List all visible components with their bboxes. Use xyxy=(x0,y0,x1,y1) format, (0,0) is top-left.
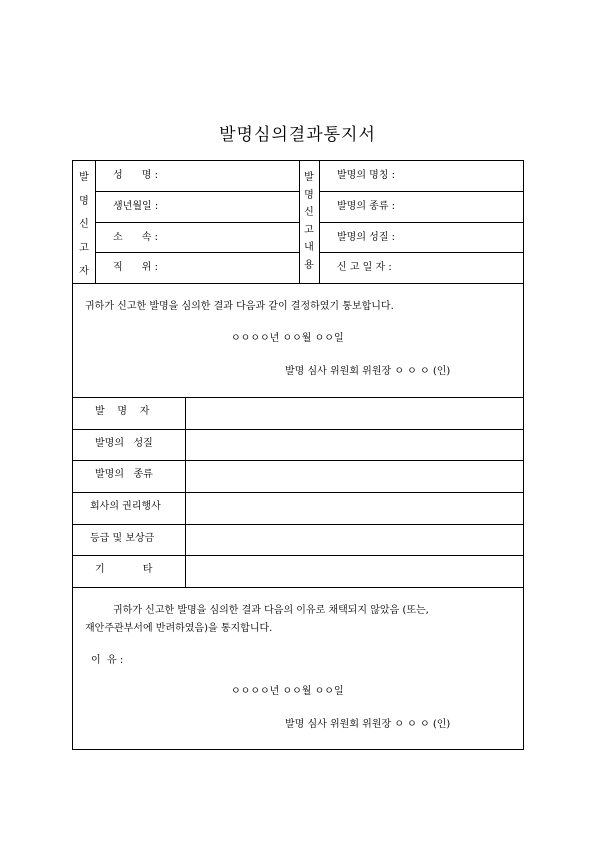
birthdate-field-label: 생년월일 : xyxy=(113,201,159,212)
divider xyxy=(73,460,523,461)
label-char: 발 xyxy=(79,172,89,183)
label-char: 용 xyxy=(304,259,314,271)
report-date-field-label: 신 고 일 자 : xyxy=(337,262,392,273)
label-char: 발 xyxy=(304,172,314,183)
rejection-date: ㅇㅇㅇㅇ년 ㅇㅇ월 ㅇㅇ일 xyxy=(231,686,344,697)
divider xyxy=(95,252,299,253)
label-char: 고 xyxy=(79,242,89,254)
rejection-notice-line1: 귀하가 신고한 발명을 심의한 결과 다음의 이유로 채택되지 않았음 (또는, xyxy=(113,605,429,616)
divider xyxy=(73,397,523,398)
divider xyxy=(73,587,523,588)
invention-nature-field-label: 발명의 성질 : xyxy=(337,232,396,243)
notice-form-table xyxy=(72,160,524,750)
label-char: 신 xyxy=(79,219,89,230)
name-field-label: 성 명 : xyxy=(113,170,158,181)
label-char: 명 xyxy=(79,195,89,207)
label-char: 명 xyxy=(304,189,314,201)
divider xyxy=(73,429,523,430)
divider xyxy=(299,161,300,283)
divider xyxy=(95,222,299,223)
divider xyxy=(73,524,523,525)
grade-compensation-row-label: 등급 및 보상금 xyxy=(90,533,155,544)
approval-signature: 발명 심사 위원회 위원장 ㅇ ㅇ ㅇ (인) xyxy=(285,366,451,377)
reason-label: 이 유 : xyxy=(91,655,124,666)
report-section-label xyxy=(301,171,317,273)
rejection-notice-line2: 재안주관부서에 반려하였음)을 통지합니다. xyxy=(85,623,273,634)
approval-notice-text: 귀하가 신고한 발명을 심의한 결과 다음과 같이 결정하였기 통보합니다. xyxy=(85,301,394,312)
inventor-row-label: 발 명 자 xyxy=(95,406,150,417)
label-char: 신 xyxy=(304,207,314,218)
invention-nature-row-label: 발명의 성질 xyxy=(95,438,153,449)
affiliation-field-label: 소 속 : xyxy=(113,232,158,243)
reporter-section-label xyxy=(76,171,92,280)
invention-title-field-label: 발명의 명칭 : xyxy=(337,170,396,181)
divider xyxy=(95,191,299,192)
divider xyxy=(319,191,523,192)
divider xyxy=(319,222,523,223)
invention-type-row-label: 발명의 종류 xyxy=(95,469,153,480)
document-title: 발명심의결과통지서 xyxy=(219,125,376,145)
divider xyxy=(73,283,523,284)
position-field-label: 직 위 : xyxy=(113,262,158,273)
divider xyxy=(73,492,523,493)
divider xyxy=(73,555,523,556)
company-rights-row-label: 회사의 권리행사 xyxy=(90,501,161,512)
invention-type-field-label: 발명의 종류 : xyxy=(337,201,396,212)
approval-date: ㅇㅇㅇㅇ년 ㅇㅇ월 ㅇㅇ일 xyxy=(231,333,344,344)
label-char: 자 xyxy=(79,266,89,277)
label-char: 고 xyxy=(304,224,314,236)
divider xyxy=(319,252,523,253)
other-row-label: 기 타 xyxy=(95,564,153,575)
label-char: 내 xyxy=(304,242,314,253)
rejection-signature: 발명 심사 위원회 위원장 ㅇ ㅇ ㅇ (인) xyxy=(285,719,451,730)
